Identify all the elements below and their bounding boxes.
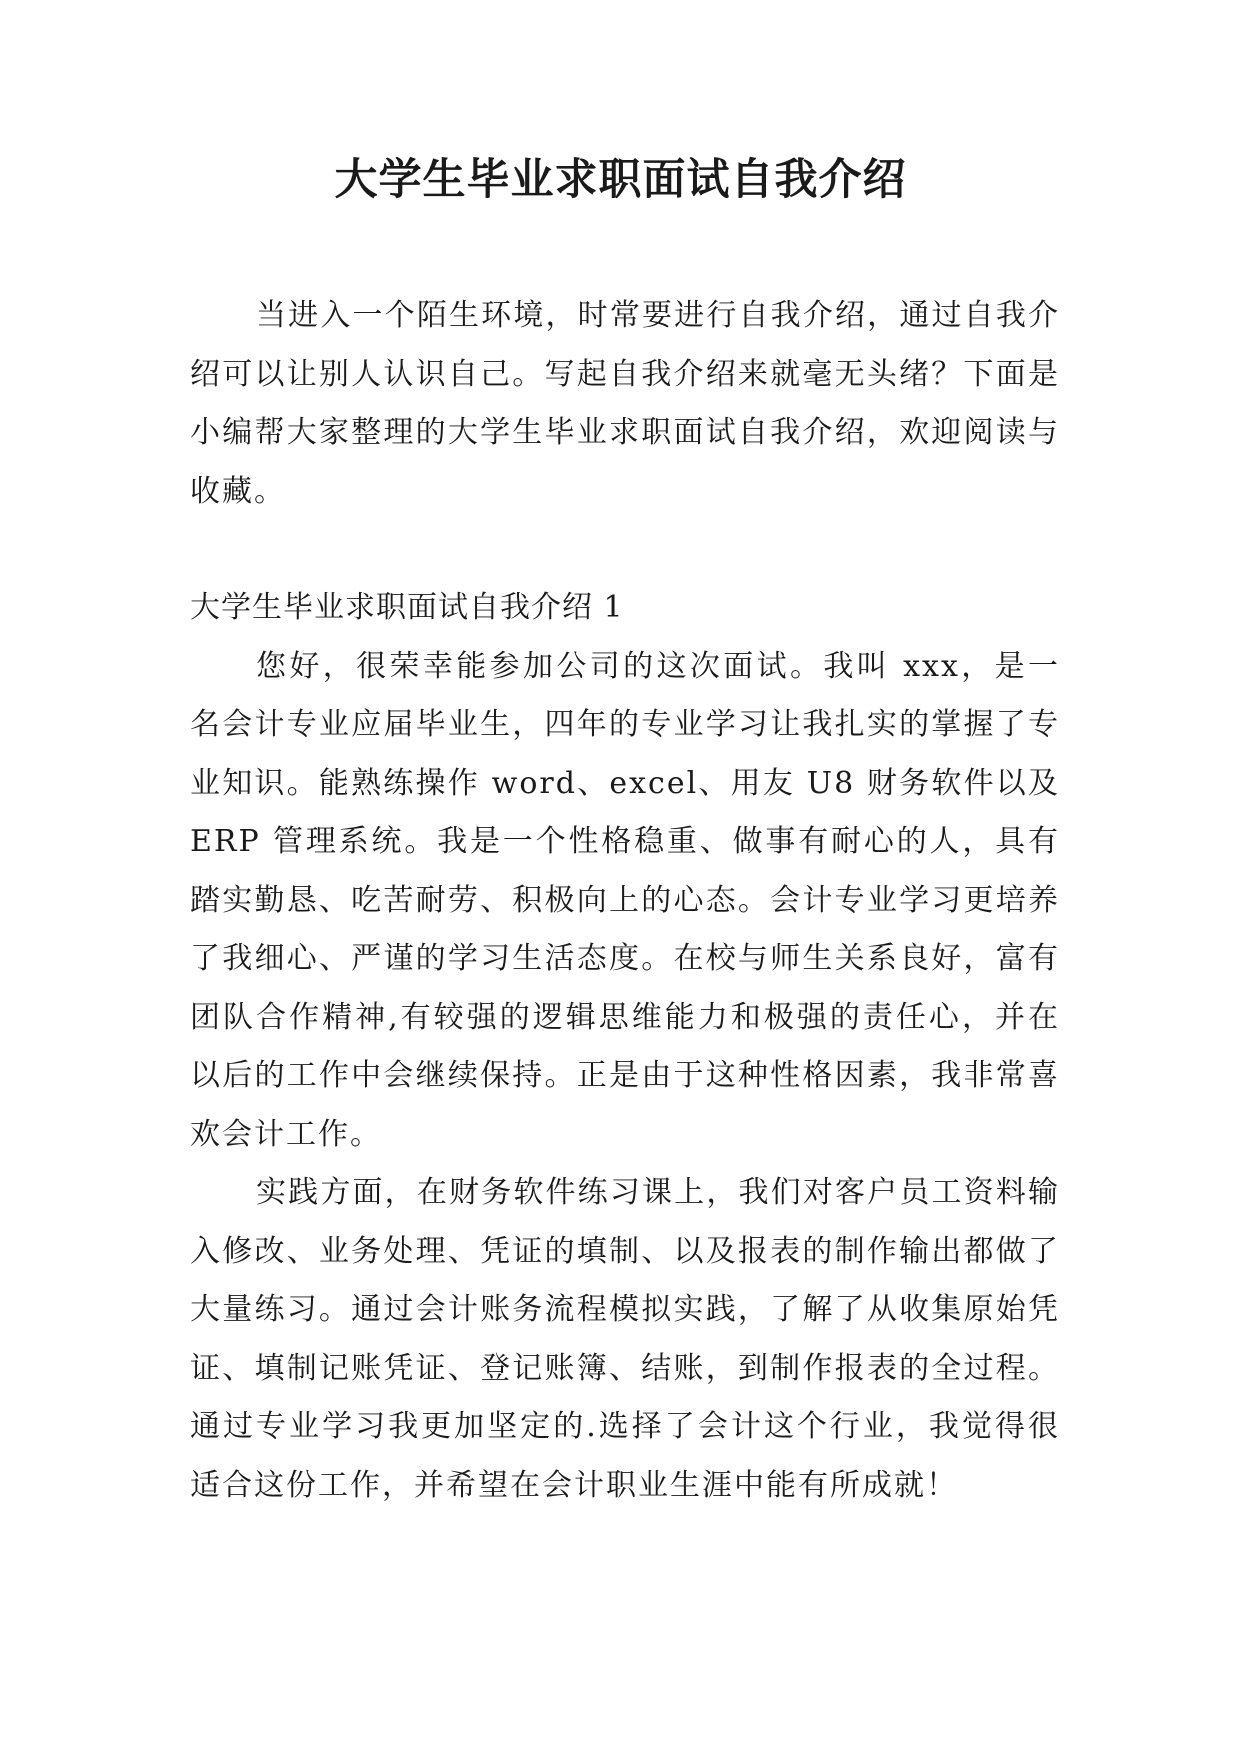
section-heading: 大学生毕业求职面试自我介绍 1 xyxy=(190,590,624,625)
body-paragraph-2: 实践方面，在财务软件练习课上，我们对客户员工资料输入修改、业务处理、凭证的填制、以及报表的制作输出都做了大量练习。通过会计账务流程模拟实践，了解了从收集原始凭证、填制记账凭证、登记账簿、结账，到制作报表的全过程。通过专业学习我更加坚定的.选择了会计这个行业，我觉得很适合这份工作，并希望在会计职业生涯中能有所成就！ xyxy=(190,1175,1060,1503)
paragraph-spacer xyxy=(190,521,1060,579)
document-body xyxy=(190,287,1060,1515)
body-paragraph-1: 您好，很荣幸能参加公司的这次面试。我叫 xxx，是一名会计专业应届毕业生，四年的专业学习让我扎实的掌握了专业知识。能熟练操作 word、excel、用友 U8 财务软件以及 ERP 管理系统。我是一个性格稳重、做事有耐心的人，具有踏实勤恳、吃苦耐劳、积极向上的心态。会计专业学习更培养了我细心、严谨的学习生活态度。在校与师生关系良好，富有团队合作精神,有较强的逻辑思维能力和极强的责任心，并在以后的工作中会继续保持。正是由于这种性格因素，我非常喜欢会计工作。 xyxy=(190,648,1060,1152)
intro-paragraph: 当进入一个陌生环境，时常要进行自我介绍，通过自我介绍可以让别人认识自己。写起自我介绍来就毫无头绪？下面是小编帮大家整理的大学生毕业求职面试自我介绍，欢迎阅读与收藏。 xyxy=(190,298,1060,509)
document-title: 大学生毕业求职面试自我介绍 xyxy=(334,155,907,205)
